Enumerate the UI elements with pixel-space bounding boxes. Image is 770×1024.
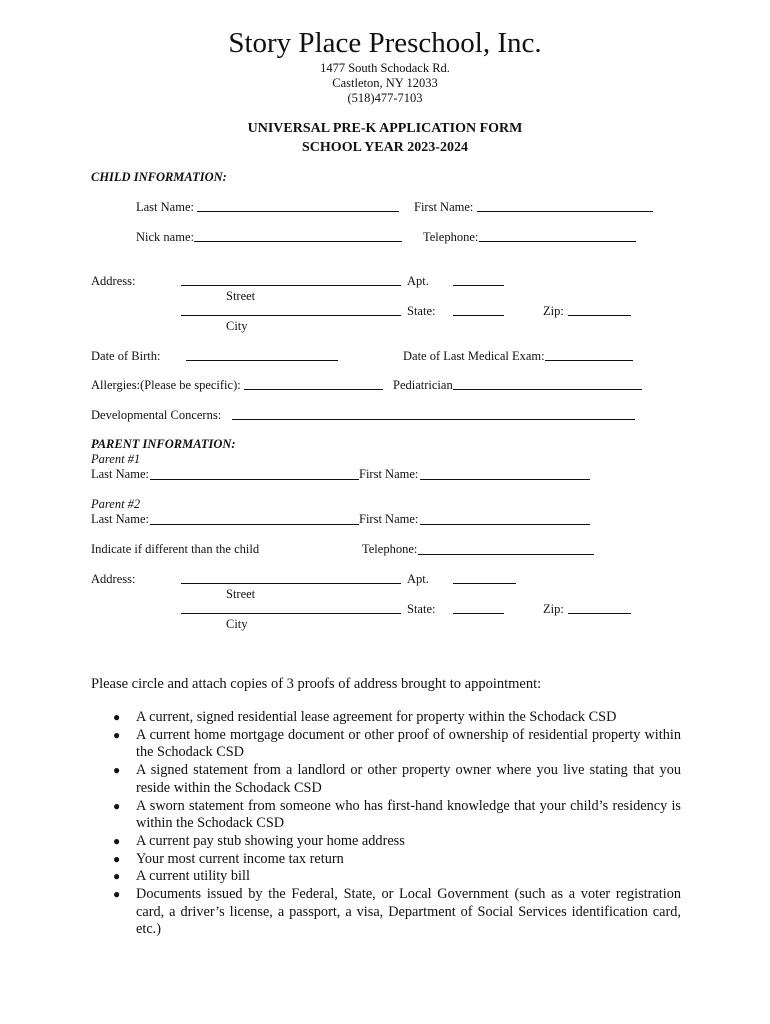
parent2-first-name-label: First Name: [359, 512, 419, 526]
parent-address-label: Address: [91, 572, 136, 586]
parent1-label: Parent #1 [91, 452, 141, 466]
bullet-icon: ● [113, 869, 121, 884]
parent2-last-name-label: Last Name: [91, 512, 149, 526]
bullet-icon: ● [113, 833, 121, 848]
child-nick-name-field[interactable] [194, 241, 402, 242]
child-dob-field[interactable] [186, 360, 338, 361]
child-city-caption: City [226, 319, 248, 333]
child-city-field[interactable] [181, 315, 401, 316]
bullet-icon: ● [113, 727, 121, 742]
proof-item: ● Documents issued by the Federal, State, or Local Government (such as a voter registration card, a driver’s license, a passport, a visa, Department of Social Services identification card, etc.) [113, 886, 681, 938]
parent-city-field[interactable] [181, 613, 401, 614]
child-address-label: Address: [91, 274, 136, 288]
parent-city-caption: City [226, 617, 248, 631]
child-dev-concerns-field[interactable] [232, 419, 635, 420]
child-zip-label: Zip: [543, 304, 564, 318]
bullet-icon: ● [113, 710, 121, 724]
proof-item: ● A sworn statement from someone who has first-hand knowledge that your child’s residency is within the Schodack CSD [113, 797, 681, 832]
child-dev-concerns-label: Developmental Concerns: [91, 408, 222, 422]
child-telephone-label: Telephone: [423, 230, 479, 244]
school-name: Story Place Preschool, Inc. [228, 27, 542, 59]
child-first-name-label: First Name: [414, 200, 474, 214]
bullet-icon: ● [113, 887, 121, 902]
child-street-field[interactable] [181, 285, 401, 286]
child-medical-exam-label: Date of Last Medical Exam: [403, 349, 545, 363]
parent1-last-name-label: Last Name: [91, 467, 149, 481]
child-last-name-field[interactable] [197, 211, 399, 212]
proof-item: ● A signed statement from a landlord or other property owner where you live stating that you reside within the Schodack CSD [113, 762, 681, 796]
child-section-label: CHILD INFORMATION: [91, 170, 227, 184]
parent-section-label: PARENT INFORMATION: [91, 437, 236, 451]
proof-item: ● A current utility bill [113, 868, 250, 885]
parent2-first-name-field[interactable] [420, 524, 590, 525]
parent1-first-name-field[interactable] [420, 479, 590, 480]
school-year: SCHOOL YEAR 2023-2024 [302, 140, 468, 155]
proof-item: ● Your most current income tax return [113, 850, 344, 867]
child-allergies-field[interactable] [244, 389, 383, 390]
form-title: UNIVERSAL PRE-K APPLICATION FORM [247, 121, 523, 136]
child-pediatrician-label: Pediatrician [393, 378, 453, 392]
parent-telephone-label: Telephone: [362, 542, 418, 556]
child-nick-name-label: Nick name: [136, 230, 194, 244]
child-apt-label: Apt. [407, 274, 429, 288]
bullet-icon: ● [113, 798, 121, 813]
bullet-icon: ● [113, 851, 121, 866]
school-city-state: Castleton, NY 12033 [332, 76, 438, 90]
parent-street-field[interactable] [181, 583, 401, 584]
proofs-intro: Please circle and attach copies of 3 proofs of address brought to appointment: [91, 676, 542, 692]
bullet-icon: ● [113, 763, 121, 778]
child-telephone-field[interactable] [479, 241, 636, 242]
parent-state-label: State: [407, 602, 436, 616]
child-first-name-field[interactable] [477, 211, 653, 212]
child-state-field[interactable] [453, 315, 504, 316]
parent-zip-field[interactable] [568, 613, 631, 614]
proofs-list [91, 709, 681, 939]
child-street-caption: Street [226, 289, 256, 303]
parent1-first-name-label: First Name: [359, 467, 419, 481]
parent2-last-name-field[interactable] [150, 524, 359, 525]
school-phone: (518)477-7103 [347, 91, 423, 105]
child-dob-label: Date of Birth: [91, 349, 161, 363]
child-pediatrician-field[interactable] [453, 389, 642, 390]
child-zip-field[interactable] [568, 315, 631, 316]
proof-item: ● A current, signed residential lease agreement for property within the Schodack CSD [113, 709, 617, 725]
parent-street-caption: Street [226, 587, 256, 601]
parent-zip-label: Zip: [543, 602, 564, 616]
parent-apt-label: Apt. [407, 572, 429, 586]
parent-telephone-field[interactable] [418, 554, 594, 555]
parent1-last-name-field[interactable] [150, 479, 359, 480]
child-apt-field[interactable] [453, 285, 504, 286]
school-street: 1477 South Schodack Rd. [320, 61, 450, 75]
parent-apt-field[interactable] [453, 583, 516, 584]
proof-item: ● A current pay stub showing your home address [113, 832, 405, 849]
parent2-label: Parent #2 [91, 497, 141, 511]
child-medical-exam-field[interactable] [545, 360, 633, 361]
child-allergies-label: Allergies:(Please be specific): [91, 378, 241, 392]
proof-item: ● A current home mortgage document or other proof of ownership of residential property within the Schodack CSD [113, 726, 681, 761]
parent-state-field[interactable] [453, 613, 504, 614]
indicate-different-note: Indicate if different than the child [91, 542, 260, 556]
child-state-label: State: [407, 304, 436, 318]
child-last-name-label: Last Name: [136, 200, 194, 214]
